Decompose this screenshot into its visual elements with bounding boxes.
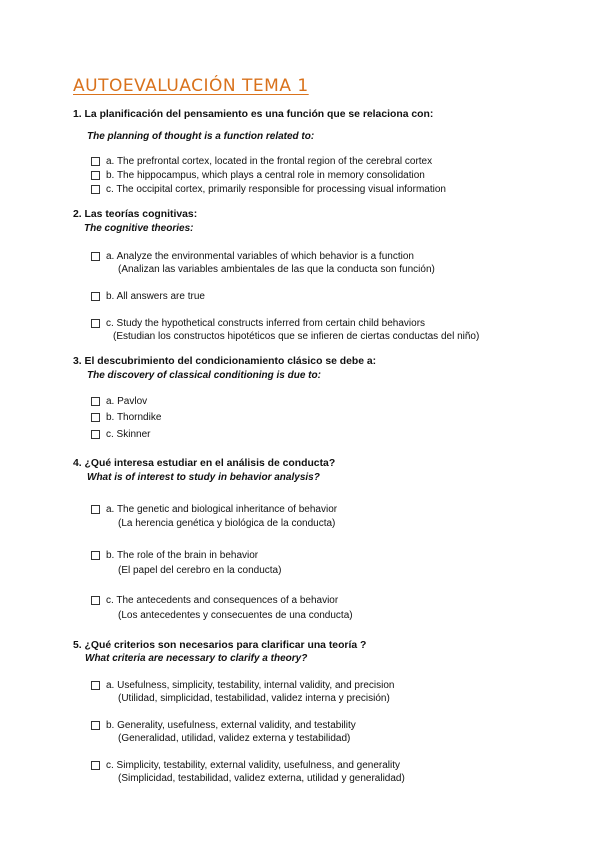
question-2-option-c[interactable]: c. Study the hypothetical constructs inferred from certain child behaviors [91,318,425,329]
question-5-option-c-translation: (Simplicidad, testabilidad, validez externa, utilidad y generalidad) [118,773,405,784]
question-2-english: The cognitive theories: [84,223,194,234]
question-4-option-c[interactable]: c. The antecedents and consequences of a behavior [91,595,338,606]
checkbox[interactable] [91,157,100,166]
question-2-option-a-translation: (Analizan las variables ambientales de las que la conducta son función) [118,264,435,275]
question-3-option-b[interactable]: b. Thorndike [91,412,161,423]
question-5-option-c[interactable]: c. Simplicity, testability, external validity, usefulness, and generality [91,760,400,771]
checkbox[interactable] [91,551,100,560]
checkbox[interactable] [91,171,100,180]
checkbox[interactable] [91,397,100,406]
question-2-option-c-translation: (Estudian los constructos hipotéticos que se infieren de ciertas conductas del niño) [113,331,480,342]
question-3-english: The discovery of classical conditioning is due to: [87,370,321,381]
checkbox[interactable] [91,252,100,261]
question-3-option-c[interactable]: c. Skinner [91,429,150,440]
checkbox[interactable] [91,185,100,194]
question-1: 1. La planificación del pensamiento es una función que se relaciona con: [73,109,434,120]
question-4-option-b-translation: (El papel del cerebro en la conducta) [118,565,282,576]
checkbox[interactable] [91,430,100,439]
question-4-option-b[interactable]: b. The role of the brain in behavior [91,550,258,561]
question-4: 4. ¿Qué interesa estudiar en el análisis de conducta? [73,458,336,469]
question-5-option-b[interactable]: b. Generality, usefulness, external validity, and testability [91,720,356,731]
question-2-option-a[interactable]: a. Analyze the environmental variables of which behavior is a function [91,251,414,262]
question-3: 3. El descubrimiento del condicionamiento clásico se debe a: [73,356,377,367]
checkbox[interactable] [91,413,100,422]
checkbox[interactable] [91,721,100,730]
question-4-option-a[interactable]: a. The genetic and biological inheritance of behavior [91,504,337,515]
question-4-english: What is of interest to study in behavior analysis? [87,472,320,483]
checkbox[interactable] [91,292,100,301]
checkbox[interactable] [91,761,100,770]
question-2: 2. Las teorías cognitivas: [73,209,198,220]
question-1-option-a[interactable]: a. The prefrontal cortex, located in the frontal region of the cerebral cortex [91,156,432,167]
question-5-option-a[interactable]: a. Usefulness, simplicity, testability, internal validity, and precision [91,680,394,691]
question-2-option-b[interactable]: b. All answers are true [91,291,205,302]
question-3-option-a[interactable]: a. Pavlov [91,396,147,407]
question-1-option-c[interactable]: c. The occipital cortex, primarily responsible for processing visual information [91,184,446,195]
question-5-english: What criteria are necessary to clarify a theory? [85,653,308,664]
checkbox[interactable] [91,319,100,328]
question-1-english: The planning of thought is a function related to: [87,131,315,142]
checkbox[interactable] [91,505,100,514]
question-5-option-a-translation: (Utilidad, simplicidad, testabilidad, validez interna y precisión) [118,693,390,704]
question-4-option-a-translation: (La herencia genética y biológica de la conducta) [118,518,336,529]
checkbox[interactable] [91,681,100,690]
question-1-option-b[interactable]: b. The hippocampus, which plays a central role in memory consolidation [91,170,425,181]
checkbox[interactable] [91,596,100,605]
question-4-option-c-translation: (Los antecedentes y consecuentes de una conducta) [118,610,353,621]
question-5: 5. ¿Qué criterios son necesarios para clarificar una teoría ? [73,640,367,651]
question-5-option-b-translation: (Generalidad, utilidad, validez externa y testabilidad) [118,733,351,744]
page-title: AUTOEVALUACIÓN TEMA 1 [73,76,309,96]
